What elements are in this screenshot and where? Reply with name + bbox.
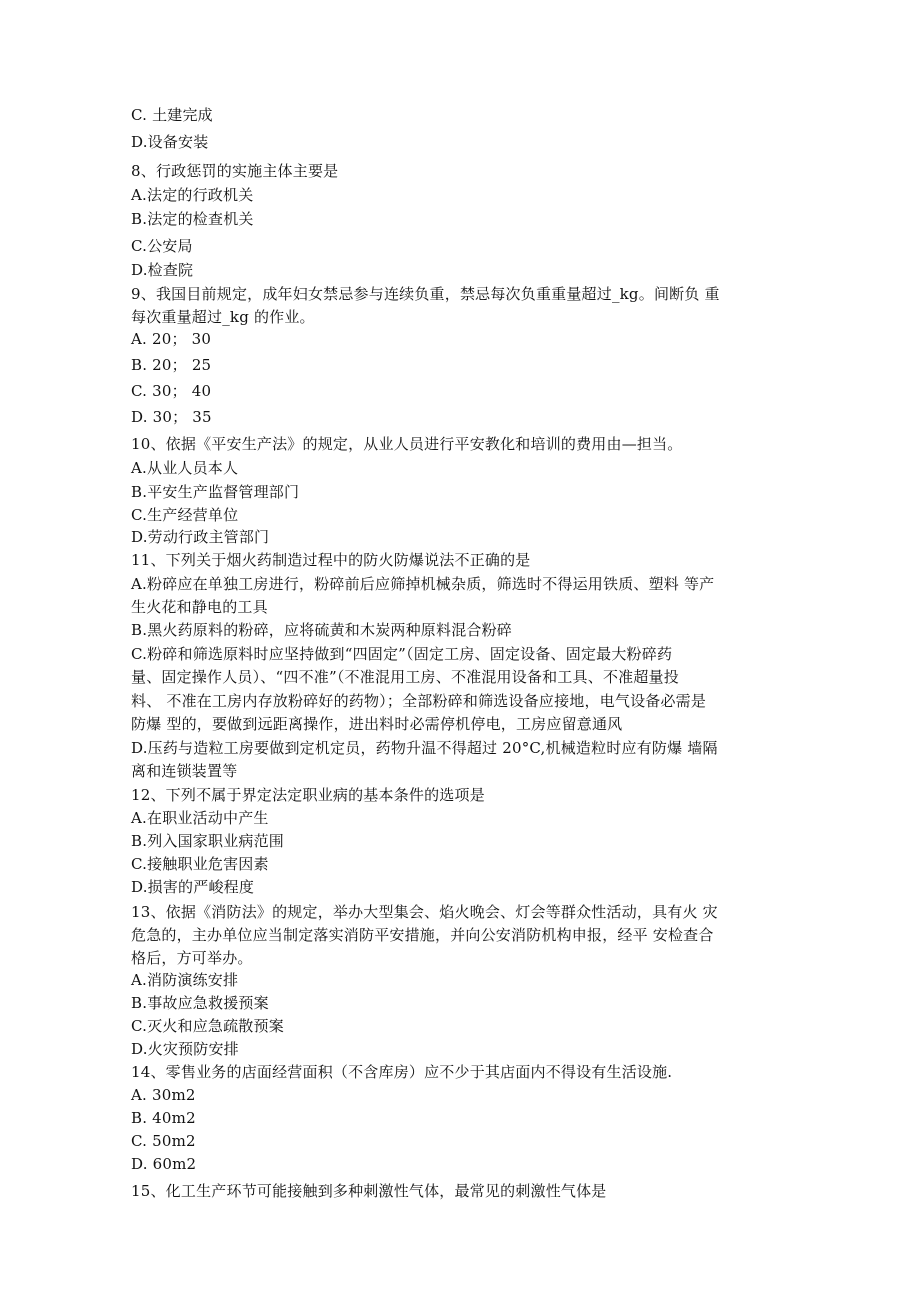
text-line: D.设备安装 — [131, 133, 209, 151]
text-line: 防爆 型的，要做到远距离操作，进出料时必需停机停电，工房应留意通风 — [131, 715, 623, 733]
text-line: A. 30m2 — [131, 1086, 196, 1104]
text-line: B.平安生产监督管理部门 — [131, 483, 300, 501]
text-line: D.火灾预防安排 — [131, 1040, 239, 1058]
text-line: 8、行政惩罚的实施主体主要是 — [131, 162, 339, 180]
text-line: D.压药与造粒工房要做到定机定员，药物升温不得超过 20°C,机械造粒时应有防爆 墙隔 — [131, 739, 718, 757]
text-line: A. 20； 30 — [131, 330, 212, 348]
text-line: 14、零售业务的店面经营面积（不含库房）应不少于其店面内不得设有生活设施. — [131, 1063, 673, 1081]
text-line: A.法定的行政机关 — [131, 186, 254, 204]
text-line: C.生产经营单位 — [131, 506, 239, 524]
text-line: B. 20； 25 — [131, 356, 212, 374]
text-line: B.事故应急救援预案 — [131, 994, 269, 1012]
text-line: D.检查院 — [131, 261, 194, 279]
text-line: 料、 不准在工房内存放粉碎好的药物）；全部粉碎和筛选设备应接地，电气设备必需是 — [131, 692, 707, 710]
text-line: B.黑火药原料的粉碎，应将硫黄和木炭两种原料混合粉碎 — [131, 621, 512, 639]
text-line: C. 30； 40 — [131, 382, 212, 400]
text-line: B.列入国家职业病范围 — [131, 832, 284, 850]
text-line: 生火花和静电的工具 — [131, 598, 268, 616]
text-line: A.粉碎应在单独工房进行，粉碎前后应筛掉机械杂质，筛选时不得运用铁质、塑料 等产 — [131, 575, 715, 593]
text-line: B.法定的检查机关 — [131, 210, 254, 228]
text-line: 13、依据《消防法》的规定，举办大型集会、焰火晚会、灯会等群众性活动，具有火 灾 — [131, 903, 718, 921]
text-line: 9、我国目前规定，成年妇女禁忌参与连续负重，禁忌每次负重重量超过_kg。间断负 重 — [131, 285, 720, 303]
text-line: C.接触职业危害因素 — [131, 855, 269, 873]
text-line: A.消防演练安排 — [131, 971, 239, 989]
text-line: 12、下列不属于界定法定职业病的基本条件的选项是 — [131, 786, 485, 804]
text-line: C. 50m2 — [131, 1132, 196, 1150]
text-line: 格后，方可举办。 — [131, 949, 253, 967]
text-line: C. 土建完成 — [131, 106, 213, 124]
text-line: 10、依据《平安生产法》的规定，从业人员进行平安教化和培训的费用由—担当。 — [131, 435, 683, 453]
text-line: 量、固定操作人员）、“四不准”（不准混用工房、不准混用设备和工具、不准超量投 — [131, 668, 679, 686]
text-line: D. 30； 35 — [131, 408, 212, 426]
text-line: B. 40m2 — [131, 1109, 196, 1127]
text-line: D. 60m2 — [131, 1155, 197, 1173]
text-line: 每次重量超过_kg 的作业。 — [131, 308, 315, 326]
text-line: A.在职业活动中产生 — [131, 809, 269, 827]
text-line: 离和连锁装置等 — [131, 762, 238, 780]
text-line: 11、下列关于烟火药制造过程中的防火防爆说法不正确的是 — [131, 551, 531, 569]
text-line: A.从业人员本人 — [131, 459, 239, 477]
text-line: D.损害的严峻程度 — [131, 878, 255, 896]
text-line: C.粉碎和筛选原料时应坚持做到“四固定”（固定工房、固定设备、固定最大粉碎药 — [131, 645, 673, 663]
text-line: D.劳动行政主管部门 — [131, 528, 270, 546]
text-line: 15、化工生产环节可能接触到多种刺激性气体，最常见的刺激性气体是 — [131, 1182, 607, 1200]
text-line: 危急的，主办单位应当制定落实消防平安措施，并向公安消防机构申报，经平 安检查合 — [131, 926, 714, 944]
text-line: C.灭火和应急疏散预案 — [131, 1017, 284, 1035]
text-line: C.公安局 — [131, 237, 193, 255]
